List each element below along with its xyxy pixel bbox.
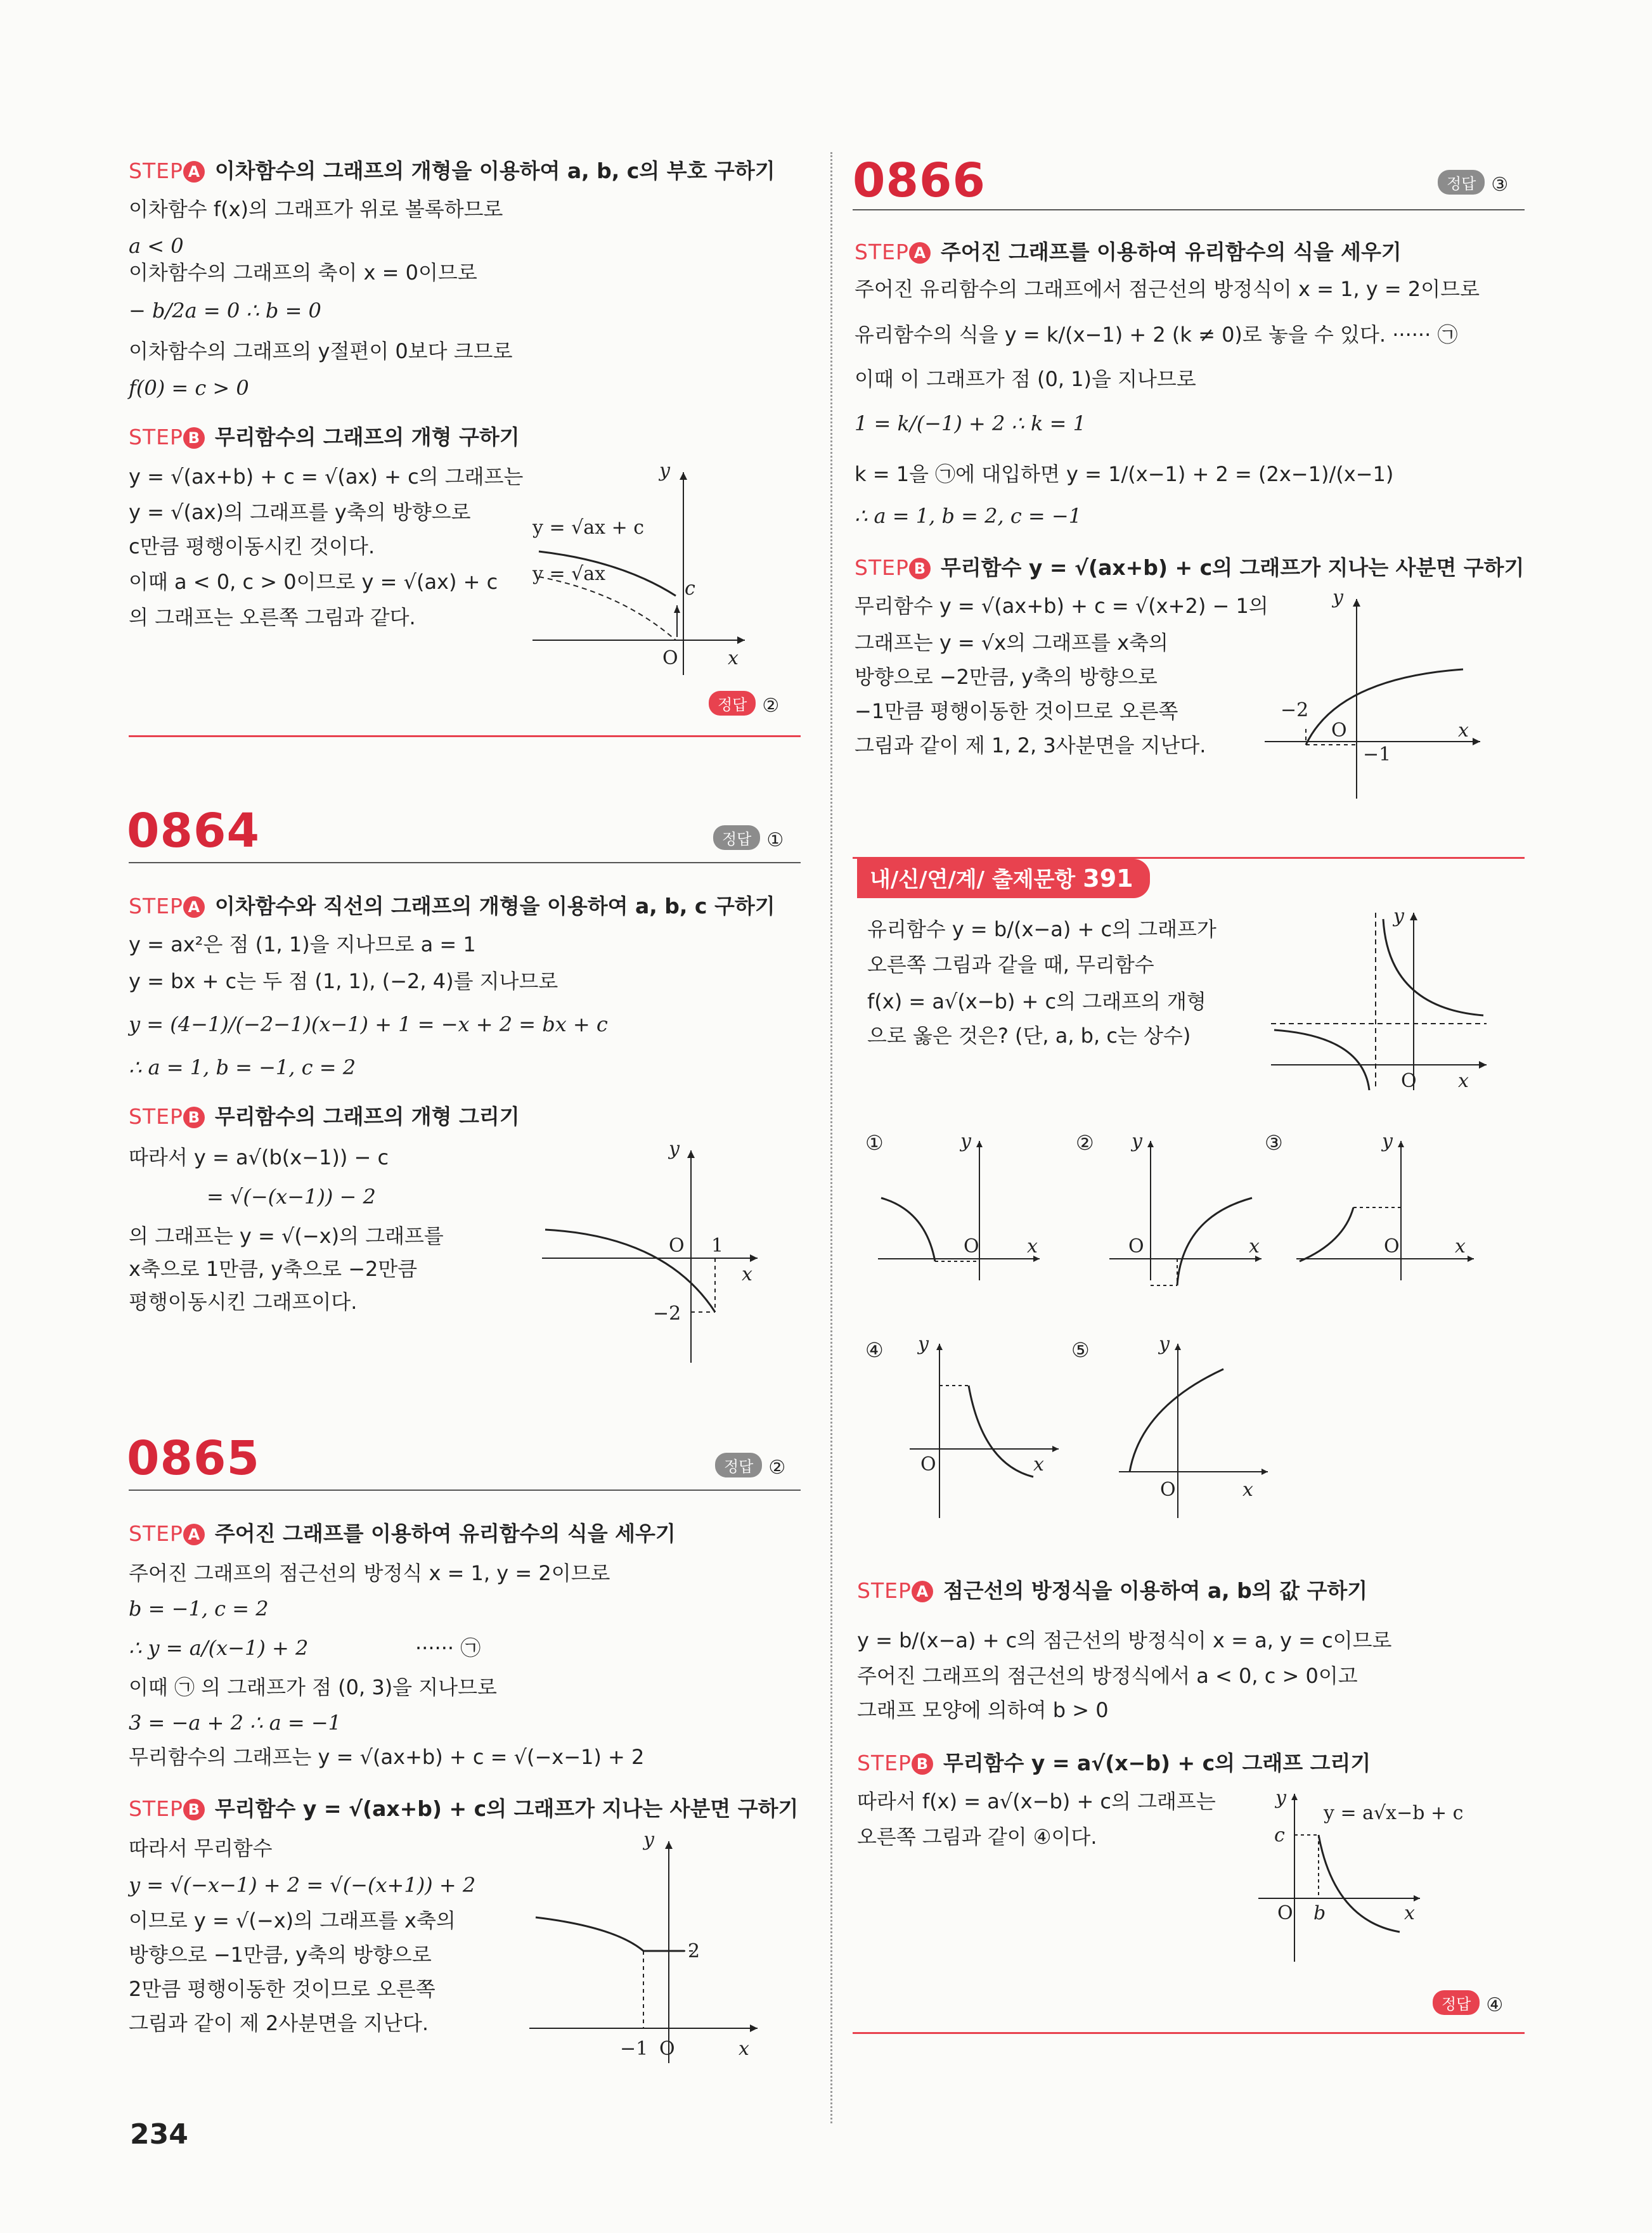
graph-label: O	[1384, 1235, 1400, 1258]
choice-graph-5	[1116, 1333, 1281, 1521]
graph-label: y	[1333, 586, 1343, 608]
math-line: y = bx + c는 두 점 (1, 1), (−2, 4)를 지나므로	[129, 969, 558, 993]
problem-number: 0865	[127, 1431, 260, 1486]
question-line: 오른쪽 그림과 같을 때, 무리함수	[867, 953, 1154, 977]
graph-label: O	[1160, 1479, 1176, 1501]
math-line: 무리함수의 그래프는 y = √(ax+b) + c = √(−x−1) + 2	[129, 1745, 645, 1769]
step-letter: B	[909, 558, 931, 579]
answer-value: ①	[766, 829, 784, 851]
graph-label: O	[964, 1235, 979, 1258]
text-line: −1만큼 평행이동한 것이므로 오른쪽	[855, 699, 1178, 723]
step-a-heading	[129, 890, 775, 920]
section-rule	[853, 2032, 1525, 2034]
graph-label: O	[1277, 1902, 1293, 1924]
question-line: 유리함수 y = b/(x−a) + c의 그래프가	[867, 917, 1216, 941]
answer-value: ③	[1491, 174, 1509, 196]
graph-label: −1	[1363, 743, 1391, 766]
math-line: − b/2a = 0 ∴ b = 0	[129, 299, 321, 323]
math-line: b = −1, c = 2	[129, 1597, 269, 1621]
graph-label: O	[659, 2038, 675, 2060]
graph-label: −2	[653, 1303, 681, 1325]
text-line: c만큼 평행이동시킨 것이다.	[129, 534, 375, 558]
banner-number: 391	[1083, 865, 1133, 892]
answer-badge	[1438, 170, 1508, 196]
graph-label: x	[1027, 1235, 1038, 1258]
step-letter: B	[912, 1753, 933, 1775]
answer-badge	[1433, 1990, 1503, 2016]
math-line: ∴ a = 1, b = 2, c = −1	[855, 504, 1082, 528]
text-line: 의 그래프는 오른쪽 그림과 같다.	[129, 605, 416, 629]
step-b-heading	[129, 1100, 520, 1130]
question-line: f(x) = a√(x−b) + c의 그래프의 개형	[867, 989, 1206, 1014]
graph-label: y	[1393, 905, 1404, 927]
graph-label: x	[1242, 1479, 1253, 1501]
step-letter: A	[912, 1581, 933, 1602]
text-line: 2만큼 평행이동한 것이므로 오른쪽	[129, 1977, 436, 2001]
section-rule	[129, 735, 801, 737]
problem-number: 0864	[127, 804, 260, 858]
answer-badge	[715, 1453, 785, 1479]
step-tag: STEP	[129, 1521, 183, 1546]
choice-1[interactable]: ①	[865, 1131, 884, 1155]
graph-label: b	[1313, 1902, 1326, 1924]
question-graph-hyperbola	[1268, 906, 1496, 1097]
graph-label: y	[1275, 1787, 1286, 1809]
answer-value: ②	[768, 1457, 786, 1479]
section-rule	[853, 209, 1525, 210]
text-line: 그림과 같이 제 2사분면을 지난다.	[129, 2011, 429, 2035]
text-line: ······ ㉠	[415, 1636, 481, 1660]
step-title: 무리함수 y = √(ax+b) + c의 그래프가 지나는 사분면 구하기	[940, 555, 1525, 580]
step-title: 무리함수의 그래프의 개형 그리기	[214, 1104, 520, 1129]
graph-label: y	[1382, 1130, 1393, 1152]
step-tag: STEP	[129, 894, 183, 918]
text-line: 주어진 그래프의 점근선의 방정식 x = 1, y = 2이므로	[129, 1561, 610, 1585]
step-letter: A	[183, 161, 205, 183]
answer-badge	[709, 691, 779, 717]
graph-label: y	[643, 1829, 654, 1851]
text-line: x축으로 1만큼, y축으로 −2만큼	[129, 1257, 418, 1281]
graph-label: O	[669, 1235, 685, 1257]
step-letter: B	[183, 1107, 205, 1128]
graph-label: 1	[711, 1235, 724, 1257]
graph-label: y = a√x−b + c	[1324, 1802, 1464, 1824]
step-b-heading	[129, 1792, 798, 1822]
step-a-heading	[129, 1517, 676, 1547]
text-line: 이차함수 f(x)의 그래프가 위로 볼록하므로	[129, 197, 503, 221]
step-title: 이차함수와 직선의 그래프의 개형을 이용하여 a, b, c 구하기	[214, 894, 775, 918]
text-line: 오른쪽 그림과 같이 ④이다.	[857, 1825, 1097, 1849]
step-title: 이차함수의 그래프의 개형을 이용하여 a, b, c의 부호 구하기	[214, 158, 775, 183]
step-tag: STEP	[129, 1796, 183, 1821]
answer-label: 정답	[1438, 170, 1485, 195]
graph-0865	[526, 1829, 767, 2073]
text-line: 방향으로 −2만큼, y축의 방향으로	[855, 665, 1158, 689]
text-line: 주어진 그래프의 점근선의 방정식에서 a < 0, c > 0이고	[857, 1664, 1358, 1688]
text-line: 이때 이 그래프가 점 (0, 1)을 지나므로	[855, 367, 1196, 391]
step-b-heading	[129, 421, 520, 451]
math-line: y = b/(x−a) + c의 점근선의 방정식이 x = a, y = c이므로	[857, 1628, 1392, 1652]
graph-label: y	[669, 1138, 680, 1160]
graph-label: x	[742, 1263, 752, 1285]
graph-label: c	[685, 577, 695, 600]
graph-label: x	[1458, 1070, 1469, 1092]
graph-label: x	[1404, 1902, 1415, 1924]
graph-0866	[1262, 586, 1490, 805]
graph-label: y	[918, 1333, 929, 1355]
step-letter: A	[183, 896, 205, 918]
graph-0864	[539, 1138, 767, 1369]
graph-label: O	[1401, 1070, 1417, 1092]
text-line: 주어진 유리함수의 그래프에서 점근선의 방정식이 x = 1, y = 2이므로	[855, 277, 1480, 301]
step-letter: B	[183, 427, 205, 449]
graph-label: −1	[620, 2038, 649, 2060]
text-line: 이므로 y = √(−x)의 그래프를 x축의	[129, 1908, 456, 1933]
section-rule	[129, 1490, 801, 1491]
step-title: 점근선의 방정식을 이용하여 a, b의 값 구하기	[943, 1578, 1368, 1603]
answer-value: ④	[1486, 1994, 1504, 2016]
step-title: 무리함수 y = √(ax+b) + c의 그래프가 지나는 사분면 구하기	[214, 1796, 799, 1821]
choice-graph-3	[1293, 1130, 1483, 1287]
math-line: 3 = −a + 2 ∴ a = −1	[129, 1711, 342, 1735]
choice-graph-1	[875, 1130, 1052, 1287]
graph-label: x	[1455, 1235, 1466, 1258]
step-a-heading	[855, 236, 1402, 266]
graph-label: y = √ax	[532, 563, 606, 585]
graph-label: y	[1132, 1130, 1142, 1152]
graph-label: O	[1331, 719, 1347, 742]
choice-2[interactable]: ②	[1076, 1131, 1094, 1155]
text-line: 유리함수의 식을 y = k/(x−1) + 2 (k ≠ 0)로 놓을 수 있다. ······ ㉠	[855, 323, 1458, 347]
column-divider	[830, 152, 832, 2123]
math-line: ∴ y = a/(x−1) + 2	[129, 1636, 309, 1660]
step-tag: STEP	[129, 158, 183, 183]
graph-label: x	[1033, 1453, 1044, 1476]
step-tag: STEP	[857, 1578, 912, 1603]
math-line: 따라서 y = a√(b(x−1)) − c	[129, 1145, 389, 1169]
choice-5[interactable]: ⑤	[1071, 1338, 1090, 1362]
text-line: 의 그래프는 y = √(−x)의 그래프를	[129, 1224, 444, 1248]
text-line: a < 0	[129, 234, 184, 258]
step-letter: B	[183, 1799, 205, 1820]
math-line: = √(−(x−1)) − 2	[207, 1185, 376, 1209]
text-line: 방향으로 −1만큼, y축의 방향으로	[129, 1943, 432, 1967]
text-line: 평행이동시킨 그래프이다.	[129, 1290, 358, 1314]
graph-label: y	[1159, 1333, 1170, 1355]
text-line: 이차함수의 그래프의 축이 x = 0이므로	[129, 261, 477, 285]
math-line: y = (4−1)/(−2−1)(x−1) + 1 = −x + 2 = bx + c	[129, 1012, 608, 1036]
step-tag: STEP	[129, 425, 183, 449]
question-line: 으로 옳은 것은? (단, a, b, c는 상수)	[867, 1024, 1191, 1048]
graph-top-left	[526, 460, 754, 678]
step-title: 무리함수 y = a√(x−b) + c의 그래프 그리기	[943, 1751, 1371, 1775]
choice-3[interactable]: ③	[1265, 1131, 1283, 1155]
choice-graph-4	[907, 1333, 1071, 1521]
answer-value: ②	[762, 695, 780, 717]
step-letter: A	[909, 242, 931, 264]
graph-391-solution	[1255, 1787, 1509, 1978]
graph-label: O	[1128, 1235, 1144, 1258]
answer-label: 정답	[709, 691, 756, 716]
math-line: y = √(−x−1) + 2 = √(−(x+1)) + 2	[129, 1873, 476, 1897]
choice-graph-2	[1106, 1130, 1271, 1287]
step-a-heading	[129, 155, 775, 184]
graph-label: x	[728, 647, 739, 669]
step-tag: STEP	[857, 1751, 912, 1775]
graph-label: −2	[1281, 699, 1309, 721]
step-b-heading	[857, 1747, 1371, 1777]
step-a-heading	[857, 1574, 1367, 1604]
graph-label: x	[1458, 719, 1469, 742]
answer-label: 정답	[713, 825, 760, 850]
text-line: 이때 a < 0, c > 0이므로 y = √(ax) + c	[129, 570, 498, 594]
text-line: 따라서 무리함수	[129, 1836, 273, 1860]
math-line: 따라서 f(x) = a√(x−b) + c의 그래프는	[857, 1789, 1216, 1813]
text-line: y = √(ax)의 그래프를 y축의 방향으로	[129, 500, 471, 524]
graph-label: O	[920, 1453, 936, 1476]
choice-4[interactable]: ④	[865, 1338, 884, 1362]
graph-label: y = √ax + c	[532, 517, 645, 539]
step-title: 무리함수의 그래프의 개형 구하기	[214, 425, 520, 449]
math-line: 1 = k/(−1) + 2 ∴ k = 1	[855, 411, 1086, 435]
section-rule	[129, 862, 801, 863]
step-letter: A	[183, 1524, 205, 1545]
graph-label: x	[1249, 1235, 1260, 1258]
text-line: 그래프는 y = √x의 그래프를 x축의	[855, 631, 1168, 655]
linked-problem-banner	[857, 859, 1150, 898]
math-line: y = ax²은 점 (1, 1)을 지나므로 a = 1	[129, 932, 476, 956]
text-line: y = √(ax+b) + c = √(ax) + c의 그래프는	[129, 465, 524, 489]
answer-badge	[713, 825, 784, 851]
step-tag: STEP	[855, 240, 909, 264]
answer-label: 정답	[715, 1453, 762, 1477]
math-line: k = 1을 ㉠에 대입하면 y = 1/(x−1) + 2 = (2x−1)/(x−1)	[855, 462, 1394, 486]
answer-label: 정답	[1433, 1990, 1480, 2015]
problem-number: 0866	[853, 153, 986, 208]
math-line: 무리함수 y = √(ax+b) + c = √(x+2) − 1의	[855, 594, 1268, 618]
step-title: 주어진 그래프를 이용하여 유리함수의 식을 세우기	[940, 240, 1402, 264]
graph-label: O	[662, 647, 678, 669]
graph-label: y	[659, 460, 670, 482]
text-line: 그래프 모양에 의하여 b > 0	[857, 1698, 1109, 1722]
graph-label: 2	[688, 1940, 700, 1962]
math-line: ∴ a = 1, b = −1, c = 2	[129, 1055, 356, 1079]
banner-text: 내/신/연/계/ 출제문항	[870, 867, 1076, 892]
text-line: 그림과 같이 제 1, 2, 3사분면을 지난다.	[855, 733, 1206, 757]
step-title: 주어진 그래프를 이용하여 유리함수의 식을 세우기	[214, 1521, 676, 1546]
step-tag: STEP	[855, 555, 909, 580]
graph-label: c	[1274, 1824, 1285, 1846]
text-line: 이때 ㉠ 의 그래프가 점 (0, 3)을 지나므로	[129, 1675, 497, 1699]
graph-label: y	[960, 1130, 971, 1152]
text-line: 이차함수의 그래프의 y절편이 0보다 크므로	[129, 339, 513, 363]
step-tag: STEP	[129, 1104, 183, 1129]
math-line: f(0) = c > 0	[129, 376, 249, 400]
graph-label: x	[739, 2038, 749, 2060]
step-b-heading	[855, 551, 1524, 581]
page-number: 234	[130, 2118, 188, 2151]
